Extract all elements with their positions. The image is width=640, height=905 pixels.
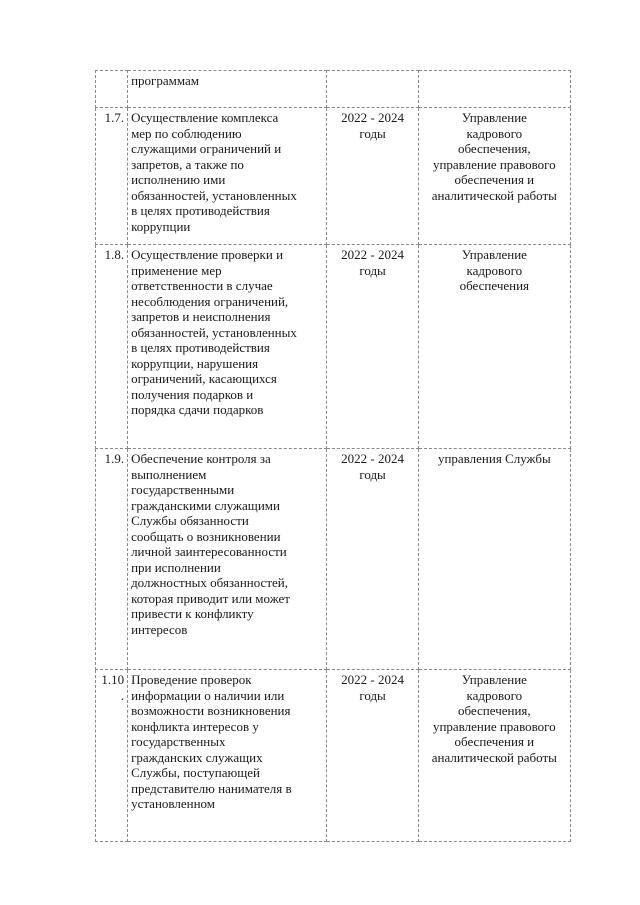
measure-description-line: запретов и неисполнения <box>131 309 271 324</box>
measure-description <box>128 245 327 449</box>
measure-description-line: получения подарков и <box>131 386 254 402</box>
responsible-unit <box>418 670 570 842</box>
item-number: 1.10. <box>96 670 128 842</box>
table-row <box>96 245 571 449</box>
measure-description-line: Осуществление проверки и <box>131 247 284 262</box>
responsible-unit-line: Управление <box>461 247 527 262</box>
measure-description-line: несоблюдения ограничений, <box>131 293 289 309</box>
measure-description-line: возможности возникновения <box>131 703 291 718</box>
measure-description-line: представителю нанимателя в <box>131 780 292 796</box>
responsible-unit-line: обеспечения и <box>454 172 535 187</box>
measure-description-line: установленном <box>131 796 216 811</box>
measure-description-line: служащими ограничений и <box>131 141 282 156</box>
measure-description-line: государственных <box>131 734 226 749</box>
item-number: 1.7. <box>96 108 128 245</box>
measure-description-line: ответственности в случае <box>131 278 273 293</box>
measure-description-line: личной заинтересованности <box>131 544 287 559</box>
table-row <box>96 71 571 108</box>
item-number: 1.8. <box>96 245 128 449</box>
measure-description-line: Обеспечение контроля за <box>131 451 271 466</box>
measure-description-line: гражданских служащих <box>131 749 263 765</box>
measure-description-line: конфликта интересов у <box>131 718 259 734</box>
responsible-unit-line: кадрового <box>466 687 523 703</box>
item-number: 1.9. <box>96 449 128 670</box>
responsible-unit-line: Управление <box>461 672 527 687</box>
measure-description-line: государственными <box>131 482 235 497</box>
responsible-unit-line: аналитической работы <box>431 749 557 765</box>
responsible-unit <box>418 108 570 245</box>
measure-description-line: сообщать о возникновении <box>131 528 281 544</box>
measure-description-line: запретов, а также по <box>131 156 244 172</box>
responsible-unit <box>418 71 570 108</box>
measure-description-line: коррупции, нарушения <box>131 355 259 371</box>
measure-description-line: выполнением <box>131 466 207 482</box>
measure-description-line: обязанностей, установленных <box>131 187 297 203</box>
measure-description-line: мер по соблюдению <box>131 125 242 141</box>
implementation-period <box>327 108 418 245</box>
responsible-unit-line: кадрового <box>466 262 523 278</box>
responsible-unit-line: кадрового <box>466 125 523 141</box>
implementation-period-line: годы <box>359 125 386 141</box>
responsible-unit-line: управление правового <box>432 718 556 734</box>
measure-description-line: ограничений, касающихся <box>131 371 277 386</box>
measure-description-line: Проведение проверок <box>131 672 252 687</box>
implementation-period-line: 2022 - 2024 <box>341 110 404 125</box>
measure-description <box>128 71 327 108</box>
measure-description-line: коррупции <box>131 218 191 234</box>
measure-description-line: привести к конфликту <box>131 606 254 621</box>
measure-description-line: должностных обязанностей, <box>131 575 288 590</box>
measure-description-line: исполнению ими <box>131 172 226 187</box>
measure-description-line: применение мер <box>131 262 222 278</box>
measures-table <box>95 70 571 842</box>
implementation-period-line: годы <box>359 687 386 703</box>
measure-description-line: Осуществление комплекса <box>131 110 279 125</box>
implementation-period <box>327 71 418 108</box>
measure-description-line: программам <box>131 73 199 88</box>
measure-description-line: порядка сдачи подарков <box>131 402 264 417</box>
measure-description <box>128 670 327 842</box>
responsible-unit-line: Управление <box>461 110 527 125</box>
measure-description-line: гражданскими служащими <box>131 497 280 513</box>
measure-description-line: в целях противодействия <box>131 203 270 218</box>
measure-description-line: которая приводит или может <box>131 590 290 606</box>
measure-description-line: интересов <box>131 621 188 637</box>
responsible-unit-line: аналитической работы <box>431 187 557 203</box>
measure-description-line: информации о наличии или <box>131 687 285 703</box>
implementation-period <box>327 449 418 670</box>
measure-description-line: Службы, поступающей <box>131 765 260 780</box>
responsible-unit-line: обеспечения и <box>454 734 535 749</box>
table-row <box>96 449 571 670</box>
implementation-period-line: годы <box>359 262 386 278</box>
table-row <box>96 670 571 842</box>
implementation-period <box>327 670 418 842</box>
responsible-unit-line: обеспечения, <box>457 703 531 718</box>
implementation-period-line: 2022 - 2024 <box>341 672 404 687</box>
measure-description-line: Службы обязанности <box>131 513 249 528</box>
responsible-unit-line: управление правового <box>432 156 556 172</box>
measure-description-line: обязанностей, установленных <box>131 324 297 340</box>
table-row <box>96 108 571 245</box>
measure-description <box>128 449 327 670</box>
implementation-period-line: 2022 - 2024 <box>341 451 404 466</box>
implementation-period-line: годы <box>359 466 386 482</box>
responsible-unit <box>418 245 570 449</box>
implementation-period <box>327 245 418 449</box>
implementation-period-line: 2022 - 2024 <box>341 247 404 262</box>
item-number <box>96 71 128 108</box>
measure-description-line: при исполнении <box>131 559 221 575</box>
measure-description-line: в целях противодействия <box>131 340 270 355</box>
responsible-unit-line: обеспечения, <box>457 141 531 156</box>
measure-description <box>128 108 327 245</box>
responsible-unit-line: управления Службы <box>437 451 551 466</box>
table-body <box>96 71 571 842</box>
responsible-unit <box>418 449 570 670</box>
responsible-unit-line: обеспечения <box>459 278 530 293</box>
